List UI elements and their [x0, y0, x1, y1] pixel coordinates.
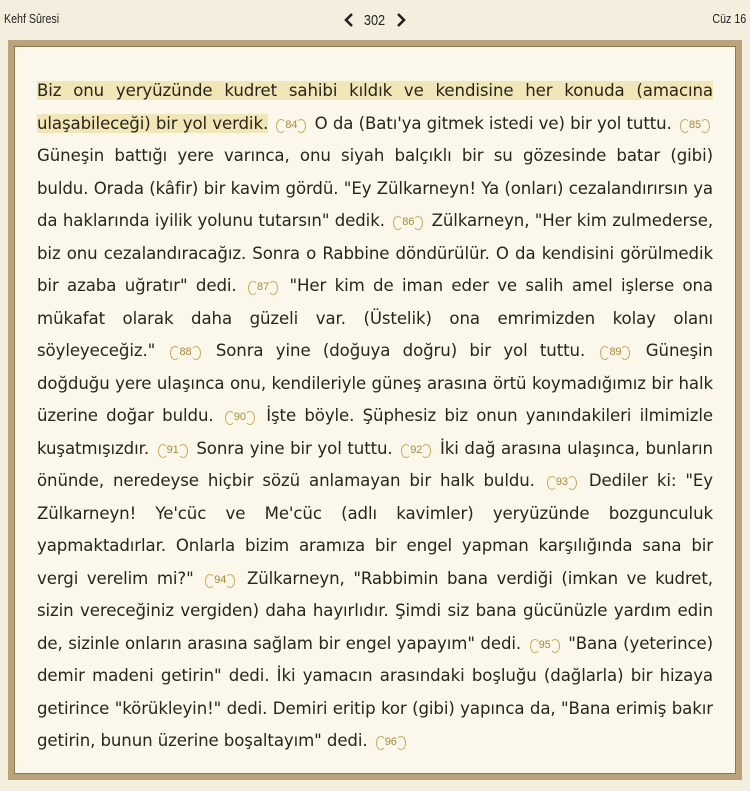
verse-number-marker[interactable]: 89	[600, 345, 630, 359]
previous-page-button[interactable]	[341, 10, 357, 30]
verse-number-marker[interactable]: 96	[376, 735, 406, 749]
juz-label: Cüz 16	[712, 11, 746, 26]
chevron-left-icon	[344, 13, 354, 27]
top-bar	[0, 0, 750, 40]
verse-text-block	[37, 75, 713, 758]
verse-text: Sonra yine (doğuya doğru) bir yol tuttu.	[215, 341, 586, 360]
verse-text: O da (Batı'ya gitmek istedi ve) bir yol tuttu.	[314, 113, 672, 133]
verse-text: Biz onu yeryüzünde kudret sahibi kıldık ve kendisine her konuda (amacına ulaşabileceği) bir yol verdik.	[37, 81, 713, 133]
verse-number-marker[interactable]: 94	[205, 573, 235, 587]
verse-number-marker[interactable]: 84	[276, 118, 306, 132]
page-number: 302	[364, 11, 386, 29]
verse-text: Zülkarneyn, "Rabbimin bana verdiği (imkan ve kudret, sizin vereceğiniz vergiden) daha hayırlıdır. Şimdi siz bana gücünüzle yardım edin de, sizinle onların arasına sağlam bir engel yapayım" dedi.	[37, 568, 713, 653]
verse-number-marker[interactable]: 91	[158, 443, 188, 457]
verse-text: Güneşin doğduğu yere ulaşınca onu, kendileriyle güneş arasına örtü koymadığımız bir halk üzerine doğar buldu.	[37, 341, 713, 425]
verse-number-marker[interactable]: 87	[248, 280, 278, 294]
next-page-button[interactable]	[393, 10, 409, 30]
verse-number-marker[interactable]: 95	[530, 638, 560, 652]
verse-text: Güneşin battığı yere varınca, onu siyah balçıklı bir su gözesinde batar (gibi) buldu. Orada (kâfir) bir kavim gördü. "Ey Zülkarneyn! Ya (onları) cezalandırırsın ya da haklarında iyilik yolunu tutarsın" dedik.	[37, 146, 713, 230]
verse-text: İşte böyle. Şüphesiz biz onun yanındakileri ilmimizle kuşatmışızdır.	[37, 406, 713, 458]
verse-text: "Bana (yeterince) demir madeni getirin" dedi. İki yamacın arasındaki boşluğu (dağlarla) bir hizaya getirince "körükleyin!" dedi. Demiri eritip kor (gibi) yapınca da, "Bana erimiş bakır getirin, bunun üzerine boşaltayım" dedi.	[37, 633, 713, 750]
verse-text: Sonra yine bir yol tuttu.	[196, 438, 393, 458]
verse-number-marker[interactable]: 85	[680, 118, 710, 132]
verse-number-marker[interactable]: 88	[170, 345, 200, 359]
verse-number-marker[interactable]: 90	[225, 410, 255, 424]
page-frame	[8, 40, 742, 780]
verse-text: Zülkarneyn, "Her kim zulmederse, biz onu cezalandıracağız. Sonra o Rabbine döndürülür. O da kendisini görülmedik bir azaba uğratır" dedi.	[37, 211, 713, 295]
verse-text: "Her kim de iman eder ve salih amel işlerse ona mükafat olarak daha güzeli var. (Üstelik) ona emrimizden kolay olanı söyleyeceğiz."	[37, 276, 713, 360]
page-body	[14, 46, 736, 774]
verse-text: Dediler ki: "Ey Zülkarneyn! Ye'cüc ve Me'cüc (adlı kavimler) yeryüzünde bozgunculuk yapmaktadırlar. Onlarla bizim aramıza bir engel yapman karşılığında sana bir vergi verelim mi?"	[37, 471, 713, 588]
verse-number-marker[interactable]: 86	[393, 215, 423, 229]
verse-number-marker[interactable]: 93	[547, 475, 577, 489]
verse-number-marker[interactable]: 92	[401, 443, 431, 457]
chevron-right-icon	[396, 13, 406, 27]
page-navigator	[340, 8, 410, 32]
surah-name: Kehf Sûresi	[4, 11, 60, 26]
verse-text: İki dağ arasına ulaşınca, bunların önünde, neredeyse hiçbir sözü anlamayan bir halk buldu.	[37, 438, 713, 490]
